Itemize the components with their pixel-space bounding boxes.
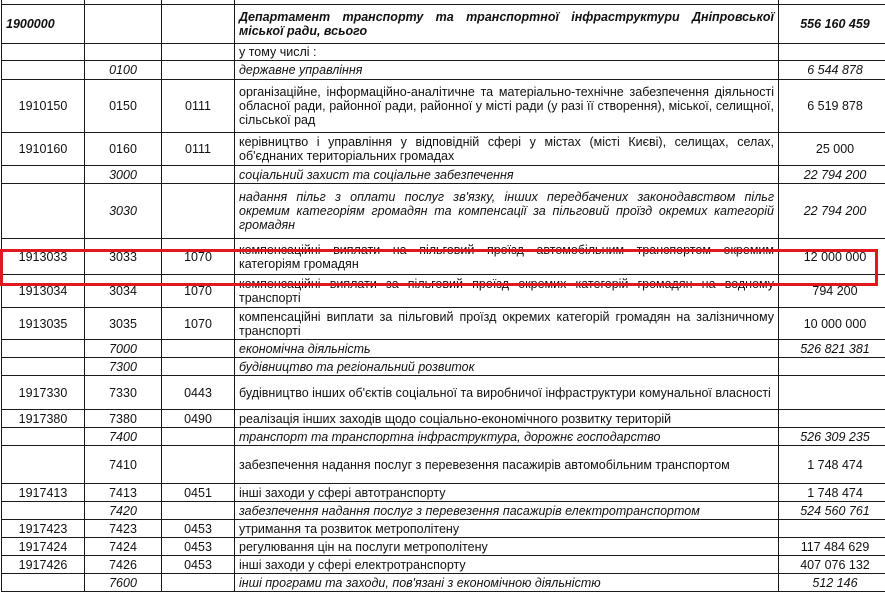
table-row [2,340,885,358]
program-code-cell: 3035 [85,308,162,340]
program-code-cell: 7410 [85,446,162,484]
program-name-cell: компенсаційні виплати на пільговий проїзд автомобільним транспортом окремим категоріям громадян [235,239,779,275]
function-code-cell: 0111 [162,133,235,166]
function-code-cell: 1070 [162,308,235,340]
budget-code-cell [2,340,85,358]
amount-cell: 6 519 878 [779,80,885,133]
program-code-cell: 3030 [85,184,162,239]
budget-code-cell: 1917426 [2,556,85,574]
program-name-cell: будівництво та регіональний розвиток [235,358,779,376]
amount-cell [779,520,885,538]
program-name-cell: інші програми та заходи, пов'язані з економічною діяльністю [235,574,779,592]
table-row [2,428,885,446]
program-code-cell: 7380 [85,410,162,428]
program-name-cell: інші заходи у сфері автотранспорту [235,484,779,502]
program-code-cell: 7424 [85,538,162,556]
program-code-cell: 7400 [85,428,162,446]
amount-cell: 407 076 132 [779,556,885,574]
program-code-cell: 7330 [85,376,162,410]
program-code-cell: 7000 [85,340,162,358]
budget-code-cell [2,166,85,184]
budget-code-cell [2,61,85,80]
function-code-cell: 0453 [162,556,235,574]
program-name-cell: керівництво і управління у відповідній сфері у містах (місті Києві), селищах, селах, об'єднаних територіальних громадах [235,133,779,166]
function-code-cell: 0453 [162,538,235,556]
program-code-cell: 0100 [85,61,162,80]
budget-table [1,0,885,592]
program-code-cell: 3000 [85,166,162,184]
budget-table-body [2,0,885,592]
function-code-cell: 0111 [162,80,235,133]
program-code-cell: 7300 [85,358,162,376]
budget-code-cell [2,44,85,61]
table-row [2,538,885,556]
table-row [2,502,885,520]
table-row [2,376,885,410]
amount-cell [779,410,885,428]
program-name-cell: компенсаційні виплати за пільговий проїзд окремих категорій громадян на залізничному транспорті [235,308,779,340]
function-code-cell [162,502,235,520]
function-code-cell [162,44,235,61]
amount-cell: 526 821 381 [779,340,885,358]
budget-code-cell: 1913033 [2,239,85,275]
program-name-cell: забезпечення надання послуг з перевезення пасажирів електротранспортом [235,502,779,520]
budget-code-cell: 1913034 [2,275,85,308]
amount-cell: 22 794 200 [779,166,885,184]
table-row [2,308,885,340]
program-code-cell: 0150 [85,80,162,133]
table-row [2,446,885,484]
program-name-cell: організаційне, інформаційно-аналітичне та матеріально-технічне забезпечення діяльності обласної ради, районної ради, районної у місті ради (у разі її створення), міської, селищної, сільської рад [235,80,779,133]
function-code-cell [162,428,235,446]
function-code-cell [162,184,235,239]
budget-code-cell: 1910150 [2,80,85,133]
budget-code-cell: 1917413 [2,484,85,502]
program-name-cell: утримання та розвиток метрополітену [235,520,779,538]
amount-cell: 12 000 000 [779,239,885,275]
budget-code-cell: 1913035 [2,308,85,340]
program-code-cell: 0160 [85,133,162,166]
program-name-cell: державне управління [235,61,779,80]
function-code-cell: 0453 [162,520,235,538]
budget-code-cell [2,574,85,592]
program-code-cell [85,5,162,44]
amount-cell: 6 544 878 [779,61,885,80]
budget-code-cell [2,502,85,520]
function-code-cell: 0451 [162,484,235,502]
function-code-cell [162,446,235,484]
budget-code-cell: 1917423 [2,520,85,538]
program-name-cell: компенсаційні виплати за пільговий проїзд окремих категорій громадян на водному транспорті [235,275,779,308]
program-name-cell: соціальний захист та соціальне забезпечення [235,166,779,184]
program-name-cell: Департамент транспорту та транспортної інфраструктури Дніпровської міської ради, всього [235,5,779,44]
budget-code-cell: 1910160 [2,133,85,166]
function-code-cell: 0443 [162,376,235,410]
amount-cell [779,358,885,376]
table-row [2,133,885,166]
table-row [2,275,885,308]
amount-cell [779,376,885,410]
program-name-cell: у тому числі : [235,44,779,61]
table-row [2,520,885,538]
amount-cell: 25 000 [779,133,885,166]
program-code-cell: 7423 [85,520,162,538]
program-name-cell: надання пільг з оплати послуг зв'язку, інших передбачених законодавством пільг окремим категоріям громадян та компенсації за пільговий проїзд окремих категорій громадян [235,184,779,239]
amount-cell: 794 200 [779,275,885,308]
function-code-cell [162,166,235,184]
program-code-cell: 7413 [85,484,162,502]
amount-cell: 524 560 761 [779,502,885,520]
program-name-cell: транспорт та транспортна інфраструктура, дорожнє господарство [235,428,779,446]
function-code-cell: 1070 [162,275,235,308]
function-code-cell: 1070 [162,239,235,275]
function-code-cell [162,5,235,44]
amount-cell: 512 146 [779,574,885,592]
program-name-cell: регулювання цін на послуги метрополітену [235,538,779,556]
program-name-cell: інші заходи у сфері електротранспорту [235,556,779,574]
amount-cell: 117 484 629 [779,538,885,556]
table-row [2,410,885,428]
table-row [2,166,885,184]
amount-cell: 526 309 235 [779,428,885,446]
table-row [2,574,885,592]
table-row [2,556,885,574]
program-name-cell: економічна діяльність [235,340,779,358]
amount-cell: 10 000 000 [779,308,885,340]
budget-code-cell [2,184,85,239]
amount-cell: 1 748 474 [779,484,885,502]
table-row [2,44,885,61]
program-code-cell: 7420 [85,502,162,520]
program-name-cell: реалізація інших заходів щодо соціально-економічного розвитку територій [235,410,779,428]
amount-cell: 1 748 474 [779,446,885,484]
amount-cell: 22 794 200 [779,184,885,239]
amount-cell [779,44,885,61]
program-code-cell: 3033 [85,239,162,275]
budget-code-cell [2,428,85,446]
budget-code-cell: 1900000 [2,5,85,44]
table-row [2,5,885,44]
program-code-cell: 7426 [85,556,162,574]
function-code-cell [162,61,235,80]
table-row [2,239,885,275]
function-code-cell [162,340,235,358]
table-row [2,61,885,80]
program-code-cell [85,44,162,61]
budget-code-cell: 1917424 [2,538,85,556]
table-row [2,358,885,376]
table-row [2,184,885,239]
function-code-cell [162,574,235,592]
function-code-cell [162,358,235,376]
budget-code-cell [2,446,85,484]
program-name-cell: будівництво інших об'єктів соціальної та виробничої інфраструктури комунальної власності [235,376,779,410]
budget-code-cell: 1917380 [2,410,85,428]
function-code-cell: 0490 [162,410,235,428]
table-row [2,484,885,502]
program-code-cell: 3034 [85,275,162,308]
budget-code-cell: 1917330 [2,376,85,410]
program-code-cell: 7600 [85,574,162,592]
amount-cell: 556 160 459 [779,5,885,44]
budget-code-cell [2,358,85,376]
program-name-cell: забезпечення надання послуг з перевезення пасажирів автомобільним транспортом [235,446,779,484]
table-row [2,80,885,133]
